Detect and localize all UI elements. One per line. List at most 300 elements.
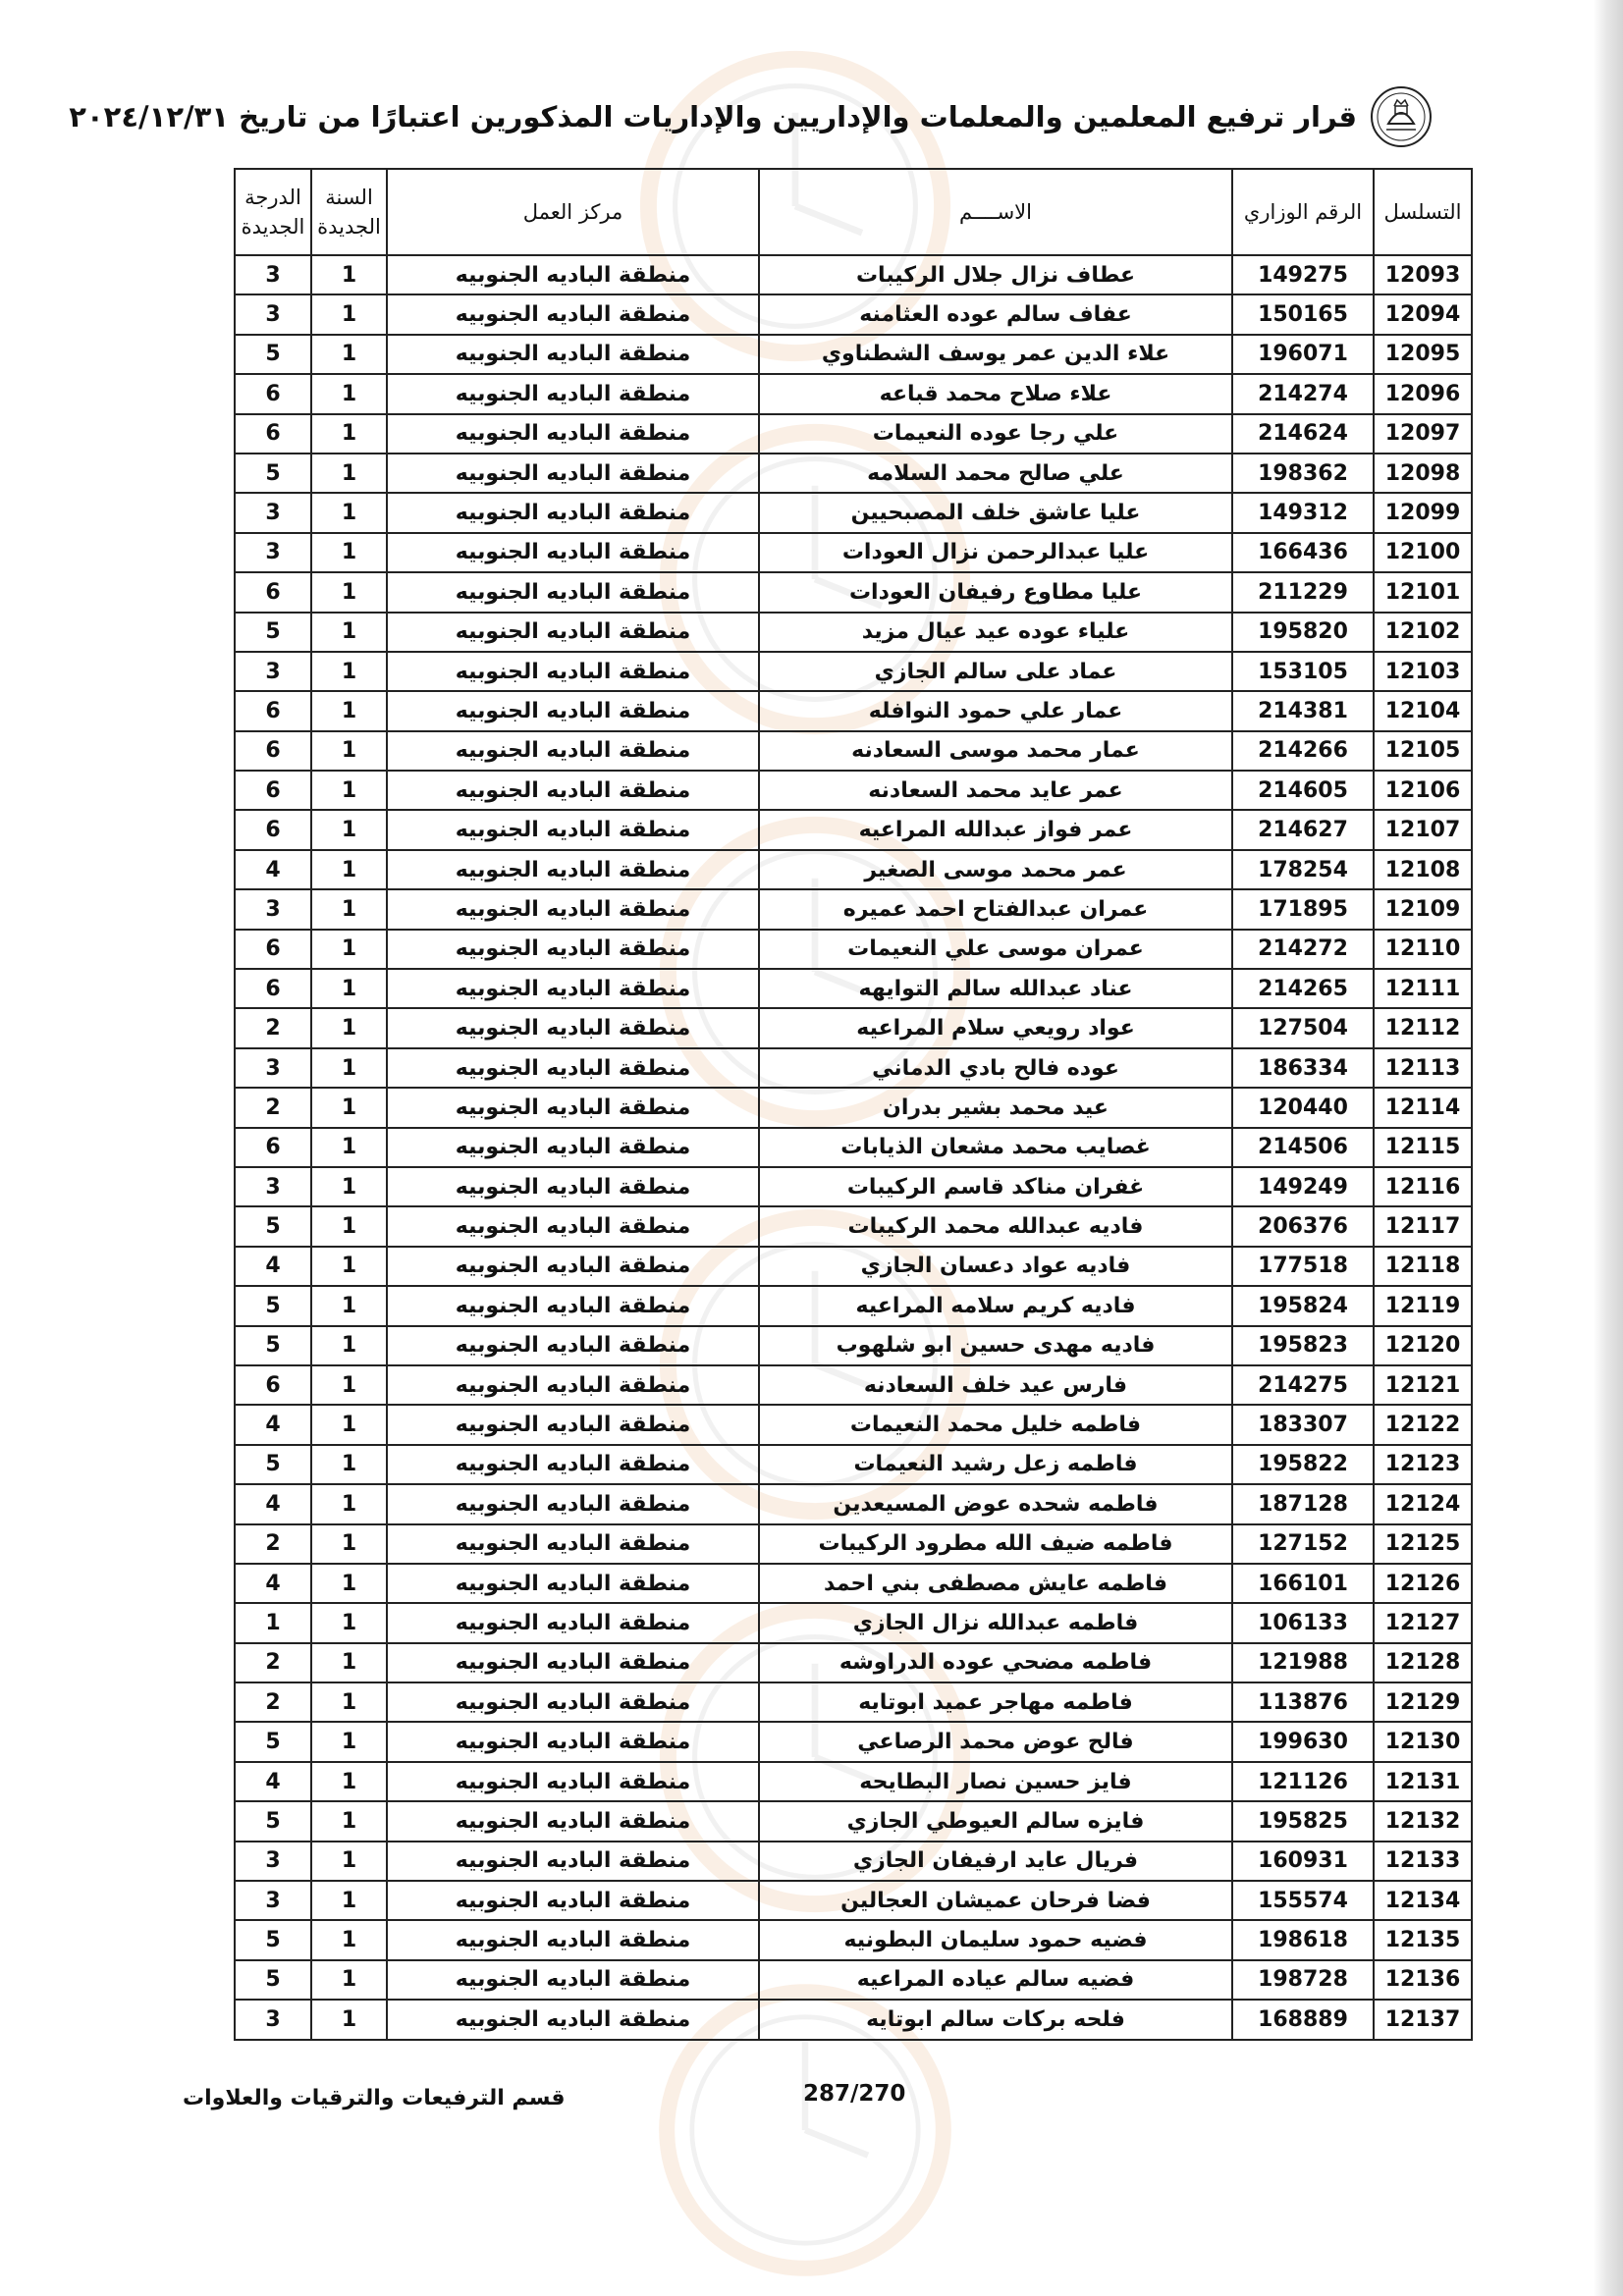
cell-new-year: 1 bbox=[311, 1048, 387, 1088]
table-row bbox=[235, 1247, 1472, 1286]
cell-new-grade: 2 bbox=[235, 1008, 311, 1047]
cell-new-grade: 5 bbox=[235, 1286, 311, 1325]
cell-work-center: منطقة الباديه الجنوبيه bbox=[387, 1842, 759, 1881]
table-row bbox=[235, 1008, 1472, 1047]
table-row bbox=[235, 1842, 1472, 1881]
cell-new-grade: 6 bbox=[235, 414, 311, 454]
cell-new-year: 1 bbox=[311, 1008, 387, 1047]
cell-name: عطاف نزال جلال الركيبات bbox=[759, 255, 1232, 294]
cell-serial: 12137 bbox=[1374, 2000, 1472, 2039]
cell-work-center: منطقة الباديه الجنوبيه bbox=[387, 1048, 759, 1088]
cell-new-year: 1 bbox=[311, 1088, 387, 1127]
cell-work-center: منطقة الباديه الجنوبيه bbox=[387, 1088, 759, 1127]
cell-work-center: منطقة الباديه الجنوبيه bbox=[387, 533, 759, 572]
cell-new-grade: 5 bbox=[235, 1445, 311, 1484]
cell-name: عليا عاشق خلف المصبحيين bbox=[759, 493, 1232, 532]
table-row bbox=[235, 454, 1472, 493]
cell-work-center: منطقة الباديه الجنوبيه bbox=[387, 691, 759, 730]
cell-name: عفاف سالم عوده العثامنه bbox=[759, 294, 1232, 334]
cell-work-center: منطقة الباديه الجنوبيه bbox=[387, 850, 759, 889]
cell-new-grade: 3 bbox=[235, 1167, 311, 1206]
cell-new-grade: 6 bbox=[235, 374, 311, 413]
cell-serial: 12132 bbox=[1374, 1801, 1472, 1841]
cell-name: عوده فالح بادي الدماني bbox=[759, 1048, 1232, 1088]
table-row bbox=[235, 374, 1472, 413]
cell-work-center: منطقة الباديه الجنوبيه bbox=[387, 1722, 759, 1761]
table-row bbox=[235, 930, 1472, 969]
cell-new-year: 1 bbox=[311, 1484, 387, 1523]
cell-name: عمر فواز عبدالله المراعيه bbox=[759, 810, 1232, 849]
cell-new-grade: 3 bbox=[235, 2000, 311, 2039]
document-title: قرار ترفيع المعلمين والمعلمات والإداريين والإداريات المذكورين اعتبارًا من تاريخ ٢٠٢٤/١٢/٣١ bbox=[69, 100, 1357, 133]
cell-name: عليا مطاوع رفيفان العودات bbox=[759, 572, 1232, 612]
cell-ministry-no: 121126 bbox=[1232, 1762, 1374, 1801]
cell-name: علي رجا عوده النعيمات bbox=[759, 414, 1232, 454]
cell-new-year: 1 bbox=[311, 1405, 387, 1444]
cell-serial: 12133 bbox=[1374, 1842, 1472, 1881]
cell-serial: 12131 bbox=[1374, 1762, 1472, 1801]
table-row bbox=[235, 613, 1472, 652]
table-row bbox=[235, 810, 1472, 849]
cell-serial: 12110 bbox=[1374, 930, 1472, 969]
cell-new-grade: 3 bbox=[235, 1842, 311, 1881]
cell-name: عليا عبدالرحمن نزال العودات bbox=[759, 533, 1232, 572]
cell-new-year: 1 bbox=[311, 930, 387, 969]
cell-work-center: منطقة الباديه الجنوبيه bbox=[387, 1960, 759, 2000]
cell-serial: 12108 bbox=[1374, 850, 1472, 889]
table-row bbox=[235, 1722, 1472, 1761]
cell-serial: 12121 bbox=[1374, 1365, 1472, 1405]
cell-new-year: 1 bbox=[311, 771, 387, 810]
cell-new-grade: 4 bbox=[235, 1247, 311, 1286]
cell-serial: 12104 bbox=[1374, 691, 1472, 730]
cell-name: فضيه حمود سليمان البطونيه bbox=[759, 1920, 1232, 1959]
page-number: 287/270 bbox=[803, 2081, 906, 2107]
cell-serial: 12120 bbox=[1374, 1326, 1472, 1365]
table-row bbox=[235, 691, 1472, 730]
cell-name: فريال عايد ارفيفان الجازي bbox=[759, 1842, 1232, 1881]
cell-new-grade: 5 bbox=[235, 1722, 311, 1761]
cell-serial: 12103 bbox=[1374, 652, 1472, 691]
table-row bbox=[235, 1405, 1472, 1444]
cell-new-grade: 4 bbox=[235, 1405, 311, 1444]
cell-serial: 12122 bbox=[1374, 1405, 1472, 1444]
table-row bbox=[235, 1167, 1472, 1206]
cell-serial: 12093 bbox=[1374, 255, 1472, 294]
cell-new-grade: 6 bbox=[235, 810, 311, 849]
promotion-table bbox=[234, 168, 1473, 2041]
cell-new-year: 1 bbox=[311, 1128, 387, 1167]
cell-new-grade: 6 bbox=[235, 731, 311, 771]
cell-new-grade: 6 bbox=[235, 1128, 311, 1167]
cell-name: عناد عبدالله سالم التوايهه bbox=[759, 969, 1232, 1008]
cell-ministry-no: 149312 bbox=[1232, 493, 1374, 532]
column-header-ministry-no: الرقم الوزاري bbox=[1232, 169, 1374, 255]
cell-new-year: 1 bbox=[311, 374, 387, 413]
cell-ministry-no: 187128 bbox=[1232, 1484, 1374, 1523]
cell-name: فارس عيد خلف السعادنه bbox=[759, 1365, 1232, 1405]
cell-name: علاء الدين عمر يوسف الشطناوي bbox=[759, 335, 1232, 374]
cell-ministry-no: 198618 bbox=[1232, 1920, 1374, 1959]
cell-new-year: 1 bbox=[311, 2000, 387, 2039]
cell-new-year: 1 bbox=[311, 1881, 387, 1920]
cell-name: فلحه بركات سالم ابوتايه bbox=[759, 2000, 1232, 2039]
cell-name: غفران مناكد قاسم الركيبات bbox=[759, 1167, 1232, 1206]
cell-serial: 12128 bbox=[1374, 1643, 1472, 1682]
cell-name: فايزه سالم العيوطي الجازي bbox=[759, 1801, 1232, 1841]
cell-name: فاديه مهدى حسين ابو شلهوب bbox=[759, 1326, 1232, 1365]
cell-new-year: 1 bbox=[311, 850, 387, 889]
cell-serial: 12097 bbox=[1374, 414, 1472, 454]
cell-name: غصايب محمد مشعان الذيابات bbox=[759, 1128, 1232, 1167]
cell-new-grade: 2 bbox=[235, 1088, 311, 1127]
cell-new-year: 1 bbox=[311, 1524, 387, 1564]
cell-name: علاء صلاح محمد قباعه bbox=[759, 374, 1232, 413]
cell-serial: 12102 bbox=[1374, 613, 1472, 652]
cell-new-grade: 6 bbox=[235, 969, 311, 1008]
cell-ministry-no: 183307 bbox=[1232, 1405, 1374, 1444]
cell-new-grade: 3 bbox=[235, 294, 311, 334]
cell-new-year: 1 bbox=[311, 533, 387, 572]
cell-ministry-no: 214272 bbox=[1232, 930, 1374, 969]
cell-ministry-no: 160931 bbox=[1232, 1842, 1374, 1881]
cell-name: فاديه عبدالله محمد الركيبات bbox=[759, 1206, 1232, 1246]
cell-work-center: منطقة الباديه الجنوبيه bbox=[387, 1365, 759, 1405]
cell-new-year: 1 bbox=[311, 1920, 387, 1959]
cell-new-year: 1 bbox=[311, 1167, 387, 1206]
table-row bbox=[235, 1484, 1472, 1523]
table-row bbox=[235, 1603, 1472, 1642]
cell-serial: 12099 bbox=[1374, 493, 1472, 532]
cell-serial: 12125 bbox=[1374, 1524, 1472, 1564]
cell-serial: 12111 bbox=[1374, 969, 1472, 1008]
cell-new-grade: 3 bbox=[235, 652, 311, 691]
cell-work-center: منطقة الباديه الجنوبيه bbox=[387, 1920, 759, 1959]
cell-work-center: منطقة الباديه الجنوبيه bbox=[387, 493, 759, 532]
table-row bbox=[235, 493, 1472, 532]
table-row bbox=[235, 1762, 1472, 1801]
cell-name: فضا فرحان عميشان العجالين bbox=[759, 1881, 1232, 1920]
cell-work-center: منطقة الباديه الجنوبيه bbox=[387, 2000, 759, 2039]
cell-new-grade: 6 bbox=[235, 1365, 311, 1405]
cell-new-year: 1 bbox=[311, 572, 387, 612]
table-row bbox=[235, 1445, 1472, 1484]
cell-new-grade: 5 bbox=[235, 454, 311, 493]
cell-serial: 12116 bbox=[1374, 1167, 1472, 1206]
cell-new-grade: 2 bbox=[235, 1643, 311, 1682]
cell-serial: 12095 bbox=[1374, 335, 1472, 374]
cell-new-year: 1 bbox=[311, 969, 387, 1008]
cell-work-center: منطقة الباديه الجنوبيه bbox=[387, 613, 759, 652]
table-row bbox=[235, 1801, 1472, 1841]
table-row bbox=[235, 1326, 1472, 1365]
cell-ministry-no: 150165 bbox=[1232, 294, 1374, 334]
cell-ministry-no: 214506 bbox=[1232, 1128, 1374, 1167]
table-row bbox=[235, 1960, 1472, 2000]
cell-name: عمران موسى علي النعيمات bbox=[759, 930, 1232, 969]
cell-ministry-no: 196071 bbox=[1232, 335, 1374, 374]
cell-ministry-no: 198362 bbox=[1232, 454, 1374, 493]
column-header-work-center: مركز العمل bbox=[387, 169, 759, 255]
cell-ministry-no: 195820 bbox=[1232, 613, 1374, 652]
cell-serial: 12113 bbox=[1374, 1048, 1472, 1088]
cell-new-year: 1 bbox=[311, 1206, 387, 1246]
cell-new-grade: 3 bbox=[235, 493, 311, 532]
cell-work-center: منطقة الباديه الجنوبيه bbox=[387, 1524, 759, 1564]
cell-name: عمر عايد محمد السعادنه bbox=[759, 771, 1232, 810]
table-header-row bbox=[235, 169, 1472, 255]
cell-serial: 12129 bbox=[1374, 1682, 1472, 1722]
cell-work-center: منطقة الباديه الجنوبيه bbox=[387, 1286, 759, 1325]
cell-ministry-no: 121988 bbox=[1232, 1643, 1374, 1682]
cell-ministry-no: 149249 bbox=[1232, 1167, 1374, 1206]
cell-work-center: منطقة الباديه الجنوبيه bbox=[387, 1326, 759, 1365]
cell-new-grade: 4 bbox=[235, 1484, 311, 1523]
cell-serial: 12114 bbox=[1374, 1088, 1472, 1127]
cell-work-center: منطقة الباديه الجنوبيه bbox=[387, 374, 759, 413]
table-row bbox=[235, 1564, 1472, 1603]
cell-work-center: منطقة الباديه الجنوبيه bbox=[387, 889, 759, 929]
cell-new-year: 1 bbox=[311, 1682, 387, 1722]
column-header-name: الاســــم bbox=[759, 169, 1232, 255]
cell-work-center: منطقة الباديه الجنوبيه bbox=[387, 255, 759, 294]
cell-new-year: 1 bbox=[311, 255, 387, 294]
cell-work-center: منطقة الباديه الجنوبيه bbox=[387, 771, 759, 810]
cell-new-grade: 3 bbox=[235, 533, 311, 572]
cell-name: فاطمه عايش مصطفى بني احمد bbox=[759, 1564, 1232, 1603]
cell-work-center: منطقة الباديه الجنوبيه bbox=[387, 1445, 759, 1484]
table-row bbox=[235, 2000, 1472, 2039]
cell-ministry-no: 106133 bbox=[1232, 1603, 1374, 1642]
cell-new-grade: 6 bbox=[235, 771, 311, 810]
cell-serial: 12100 bbox=[1374, 533, 1472, 572]
cell-name: فاطمه عبدالله نزال الجازي bbox=[759, 1603, 1232, 1642]
cell-new-year: 1 bbox=[311, 1326, 387, 1365]
cell-serial: 12112 bbox=[1374, 1008, 1472, 1047]
column-header-serial: التسلسل bbox=[1374, 169, 1472, 255]
cell-ministry-no: 214266 bbox=[1232, 731, 1374, 771]
cell-new-grade: 3 bbox=[235, 1048, 311, 1088]
cell-new-grade: 2 bbox=[235, 1682, 311, 1722]
table-row bbox=[235, 414, 1472, 454]
cell-ministry-no: 127152 bbox=[1232, 1524, 1374, 1564]
cell-ministry-no: 214265 bbox=[1232, 969, 1374, 1008]
cell-new-year: 1 bbox=[311, 1286, 387, 1325]
column-header-new-year: السنة الجديدة bbox=[311, 169, 387, 255]
cell-serial: 12115 bbox=[1374, 1128, 1472, 1167]
cell-serial: 12136 bbox=[1374, 1960, 1472, 2000]
cell-new-grade: 5 bbox=[235, 1206, 311, 1246]
cell-work-center: منطقة الباديه الجنوبيه bbox=[387, 1762, 759, 1801]
table-row bbox=[235, 1088, 1472, 1127]
cell-new-grade: 5 bbox=[235, 1960, 311, 2000]
cell-new-year: 1 bbox=[311, 1564, 387, 1603]
cell-serial: 12094 bbox=[1374, 294, 1472, 334]
table-row bbox=[235, 1524, 1472, 1564]
cell-ministry-no: 195825 bbox=[1232, 1801, 1374, 1841]
cell-new-year: 1 bbox=[311, 691, 387, 730]
cell-name: علي صالح محمد السلامه bbox=[759, 454, 1232, 493]
jordan-crest-icon bbox=[1369, 84, 1434, 149]
cell-ministry-no: 214275 bbox=[1232, 1365, 1374, 1405]
cell-ministry-no: 214624 bbox=[1232, 414, 1374, 454]
table-row bbox=[235, 1048, 1472, 1088]
cell-new-year: 1 bbox=[311, 889, 387, 929]
cell-ministry-no: 166436 bbox=[1232, 533, 1374, 572]
cell-new-year: 1 bbox=[311, 1365, 387, 1405]
cell-new-grade: 5 bbox=[235, 1920, 311, 1959]
cell-work-center: منطقة الباديه الجنوبيه bbox=[387, 1603, 759, 1642]
table-row bbox=[235, 1643, 1472, 1682]
cell-work-center: منطقة الباديه الجنوبيه bbox=[387, 1206, 759, 1246]
cell-name: عماد على سالم الجازي bbox=[759, 652, 1232, 691]
cell-work-center: منطقة الباديه الجنوبيه bbox=[387, 1801, 759, 1841]
cell-ministry-no: 195824 bbox=[1232, 1286, 1374, 1325]
cell-serial: 12118 bbox=[1374, 1247, 1472, 1286]
cell-name: علياء عوده عيد عيال مزيد bbox=[759, 613, 1232, 652]
table-row bbox=[235, 572, 1472, 612]
cell-ministry-no: 149275 bbox=[1232, 255, 1374, 294]
cell-name: فاطمه شحده عوض المسيعدين bbox=[759, 1484, 1232, 1523]
cell-new-grade: 3 bbox=[235, 1881, 311, 1920]
cell-new-grade: 4 bbox=[235, 850, 311, 889]
cell-new-year: 1 bbox=[311, 1762, 387, 1801]
cell-serial: 12126 bbox=[1374, 1564, 1472, 1603]
cell-new-year: 1 bbox=[311, 1722, 387, 1761]
cell-serial: 12134 bbox=[1374, 1881, 1472, 1920]
cell-ministry-no: 199630 bbox=[1232, 1722, 1374, 1761]
cell-name: عواد رويعي سلام المراعيه bbox=[759, 1008, 1232, 1047]
cell-new-grade: 5 bbox=[235, 1326, 311, 1365]
cell-serial: 12109 bbox=[1374, 889, 1472, 929]
cell-work-center: منطقة الباديه الجنوبيه bbox=[387, 1881, 759, 1920]
cell-work-center: منطقة الباديه الجنوبيه bbox=[387, 1682, 759, 1722]
cell-serial: 12105 bbox=[1374, 731, 1472, 771]
table-row bbox=[235, 969, 1472, 1008]
cell-new-year: 1 bbox=[311, 810, 387, 849]
cell-new-grade: 3 bbox=[235, 255, 311, 294]
cell-serial: 12124 bbox=[1374, 1484, 1472, 1523]
cell-new-year: 1 bbox=[311, 1801, 387, 1841]
cell-new-year: 1 bbox=[311, 414, 387, 454]
cell-new-grade: 5 bbox=[235, 335, 311, 374]
cell-serial: 12123 bbox=[1374, 1445, 1472, 1484]
cell-serial: 12096 bbox=[1374, 374, 1472, 413]
cell-name: فاطمه مضحي عوده الدراوشه bbox=[759, 1643, 1232, 1682]
cell-serial: 12117 bbox=[1374, 1206, 1472, 1246]
cell-work-center: منطقة الباديه الجنوبيه bbox=[387, 1484, 759, 1523]
cell-ministry-no: 198728 bbox=[1232, 1960, 1374, 2000]
cell-name: فاطمه خليل محمد النعيمات bbox=[759, 1405, 1232, 1444]
cell-new-year: 1 bbox=[311, 1247, 387, 1286]
cell-new-grade: 4 bbox=[235, 1564, 311, 1603]
table-row bbox=[235, 1128, 1472, 1167]
cell-new-year: 1 bbox=[311, 335, 387, 374]
cell-ministry-no: 166101 bbox=[1232, 1564, 1374, 1603]
cell-name: فاطمه ضيف الله مطرود الركيبات bbox=[759, 1524, 1232, 1564]
cell-ministry-no: 211229 bbox=[1232, 572, 1374, 612]
cell-work-center: منطقة الباديه الجنوبيه bbox=[387, 731, 759, 771]
cell-name: فضيه سالم عياده المراعيه bbox=[759, 1960, 1232, 2000]
cell-new-grade: 3 bbox=[235, 889, 311, 929]
cell-new-year: 1 bbox=[311, 1960, 387, 2000]
cell-new-year: 1 bbox=[311, 493, 387, 532]
table-row bbox=[235, 1881, 1472, 1920]
table-row bbox=[235, 652, 1472, 691]
cell-new-year: 1 bbox=[311, 652, 387, 691]
table-row bbox=[235, 889, 1472, 929]
cell-new-year: 1 bbox=[311, 731, 387, 771]
cell-new-year: 1 bbox=[311, 1603, 387, 1642]
cell-name: فاطمه زعل رشيد النعيمات bbox=[759, 1445, 1232, 1484]
cell-new-year: 1 bbox=[311, 1842, 387, 1881]
cell-serial: 12130 bbox=[1374, 1722, 1472, 1761]
cell-serial: 12135 bbox=[1374, 1920, 1472, 1959]
table-row bbox=[235, 255, 1472, 294]
cell-ministry-no: 195822 bbox=[1232, 1445, 1374, 1484]
cell-new-year: 1 bbox=[311, 294, 387, 334]
cell-ministry-no: 186334 bbox=[1232, 1048, 1374, 1088]
cell-work-center: منطقة الباديه الجنوبيه bbox=[387, 1643, 759, 1682]
cell-work-center: منطقة الباديه الجنوبيه bbox=[387, 810, 759, 849]
cell-ministry-no: 155574 bbox=[1232, 1881, 1374, 1920]
cell-new-grade: 5 bbox=[235, 613, 311, 652]
cell-new-grade: 1 bbox=[235, 1603, 311, 1642]
table-row bbox=[235, 731, 1472, 771]
scan-edge-shadow bbox=[1594, 0, 1623, 2296]
table-row bbox=[235, 294, 1472, 334]
cell-work-center: منطقة الباديه الجنوبيه bbox=[387, 414, 759, 454]
cell-work-center: منطقة الباديه الجنوبيه bbox=[387, 969, 759, 1008]
cell-new-grade: 4 bbox=[235, 1762, 311, 1801]
column-header-new-grade: الدرجة الجديدة bbox=[235, 169, 311, 255]
cell-ministry-no: 177518 bbox=[1232, 1247, 1374, 1286]
table-row bbox=[235, 850, 1472, 889]
cell-new-grade: 6 bbox=[235, 572, 311, 612]
cell-serial: 12101 bbox=[1374, 572, 1472, 612]
cell-work-center: منطقة الباديه الجنوبيه bbox=[387, 572, 759, 612]
department-name: قسم الترفيعات والترقيات والعلاوات bbox=[183, 2086, 566, 2110]
cell-name: عمر محمد موسى الصغير bbox=[759, 850, 1232, 889]
cell-ministry-no: 171895 bbox=[1232, 889, 1374, 929]
cell-work-center: منطقة الباديه الجنوبيه bbox=[387, 1564, 759, 1603]
table-row bbox=[235, 1286, 1472, 1325]
cell-new-year: 1 bbox=[311, 1445, 387, 1484]
cell-new-grade: 2 bbox=[235, 1524, 311, 1564]
cell-work-center: منطقة الباديه الجنوبيه bbox=[387, 1405, 759, 1444]
cell-new-year: 1 bbox=[311, 454, 387, 493]
cell-serial: 12107 bbox=[1374, 810, 1472, 849]
cell-ministry-no: 168889 bbox=[1232, 2000, 1374, 2039]
cell-work-center: منطقة الباديه الجنوبيه bbox=[387, 1008, 759, 1047]
cell-name: فاطمه مهاجر عميد ابوتايه bbox=[759, 1682, 1232, 1722]
cell-ministry-no: 113876 bbox=[1232, 1682, 1374, 1722]
cell-new-year: 1 bbox=[311, 613, 387, 652]
cell-work-center: منطقة الباديه الجنوبيه bbox=[387, 335, 759, 374]
cell-name: فايز حسين نصار البطايحه bbox=[759, 1762, 1232, 1801]
table-row bbox=[235, 1682, 1472, 1722]
cell-work-center: منطقة الباديه الجنوبيه bbox=[387, 930, 759, 969]
cell-name: فالح عوض محمد الرصاعي bbox=[759, 1722, 1232, 1761]
cell-work-center: منطقة الباديه الجنوبيه bbox=[387, 652, 759, 691]
cell-name: فاديه عواد دعسان الجازي bbox=[759, 1247, 1232, 1286]
cell-name: فاديه كريم سلامه المراعيه bbox=[759, 1286, 1232, 1325]
cell-ministry-no: 153105 bbox=[1232, 652, 1374, 691]
cell-serial: 12106 bbox=[1374, 771, 1472, 810]
cell-work-center: منطقة الباديه الجنوبيه bbox=[387, 454, 759, 493]
cell-work-center: منطقة الباديه الجنوبيه bbox=[387, 1247, 759, 1286]
document-header bbox=[69, 82, 1434, 151]
